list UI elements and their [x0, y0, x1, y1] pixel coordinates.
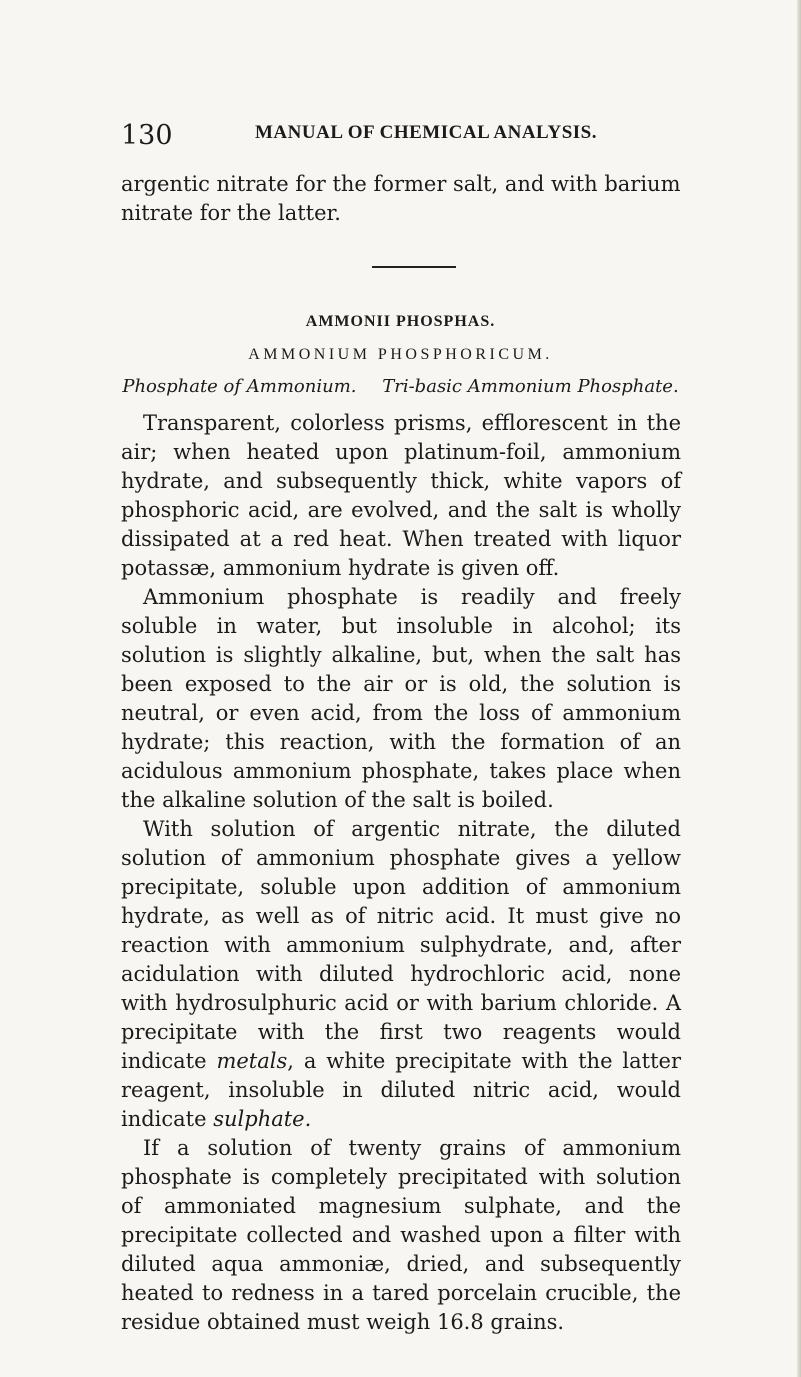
tests-text-a: With solution of argentic nitrate, the diluted solution of ammonium phosphate gives a yellow precipitate, soluble upon addition of ammonium hydrate, as well as of nitric acid. It must give no reaction with ammonium sulphydrate, and, after acidulation with diluted hydrochloric acid, none with hydrosulphuric acid or with barium chloride. A precipitate with the first two reagents would indicate [121, 817, 681, 1073]
page-edge-shadow [797, 0, 801, 1377]
tests-text-b: , a white precipitate with the latter reagent, insoluble in diluted nitric acid, would indicate [121, 1049, 681, 1131]
tests-emphasis-sulphate: sulphate. [213, 1107, 312, 1131]
section-divider [372, 266, 456, 268]
english-name: Phosphate of Ammonium. [122, 376, 357, 397]
intro-paragraph: argentic nitrate for the former salt, and with barium nitrate for the latter. [121, 172, 681, 225]
latin-title: AMMONII PHOSPHAS. [305, 313, 496, 330]
paragraph-assay: If a solution of twenty grains of ammonium phosphate is completely precipitated with solution of ammoniated magnesium sulphate, and the precipitate collected and washed upon a filter with diluted aqua ammoniæ, dried, and subsequently heated to redness in a tared porcelain crucible, the residue obtained must weigh 16.8 grains. [121, 1136, 681, 1334]
tests-emphasis-metals: metals [216, 1049, 288, 1073]
paragraph-description: Transparent, colorless prisms, efflorescent in the air; when heated upon platinum-foil, ammonium hydrate, and subsequently thick, white vapors of phosphoric acid, are evolved, and the salt is wholly dissipated at a red heat. When treated with liquor potassæ, ammonium hydrate is given off. [121, 411, 681, 580]
english-names [0, 376, 801, 397]
page-header [121, 120, 681, 152]
english-synonym: Tri-basic Ammonium Phosphate. [382, 376, 679, 397]
body-paragraphs [121, 409, 681, 1337]
paragraph-tests [121, 815, 681, 1134]
page-number: 130 [121, 120, 173, 151]
latin-synonym: AMMONIUM PHOSPHORICUM. [248, 346, 553, 363]
running-head: MANUAL OF CHEMICAL ANALYSIS. [255, 122, 597, 143]
paragraph-solubility: Ammonium phosphate is readily and freely soluble in water, but insoluble in alcohol; its solution is slightly alkaline, but, when the salt has been exposed to the air or is old, the solution is neutral, or even acid, from the loss of ammonium hydrate; this reaction, with the formation of an acidulous ammonium phosphate, takes place when the alkaline solution of the salt is boiled. [121, 585, 681, 812]
